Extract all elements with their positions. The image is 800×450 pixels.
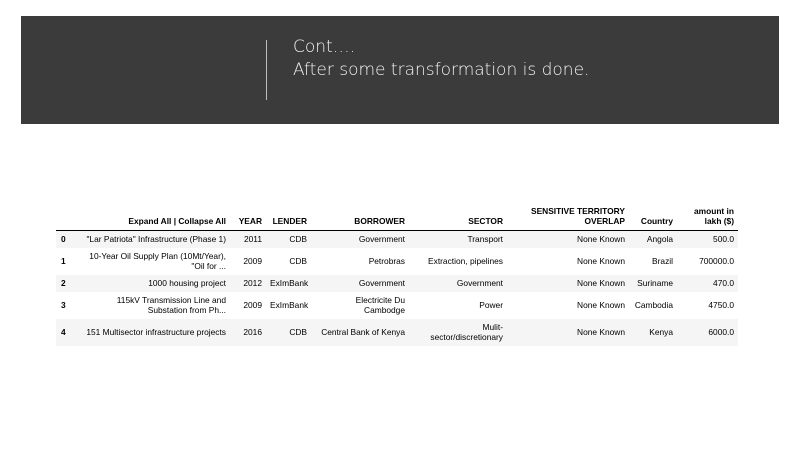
cell-overlap: None Known bbox=[577, 256, 625, 266]
cell-project: 1000 housing project bbox=[148, 278, 226, 288]
cell-year: 2009 bbox=[243, 256, 262, 266]
cell-country: Brazil bbox=[652, 256, 673, 266]
cell-amount: 6000.0 bbox=[708, 327, 734, 337]
cell-borrower: Petrobras bbox=[368, 256, 405, 266]
cell-country: Kenya bbox=[649, 327, 673, 337]
cell-sector: Mulit-sector/discretionary bbox=[430, 322, 503, 342]
column-header-expand-collapse[interactable]: Expand All | Collapse All bbox=[128, 216, 226, 226]
table-row bbox=[56, 248, 738, 275]
column-header-lender: LENDER bbox=[272, 216, 307, 226]
cell-sector: Government bbox=[456, 278, 503, 288]
header-divider bbox=[266, 40, 267, 100]
cell-amount: 700000.0 bbox=[699, 256, 734, 266]
cell-year: 2012 bbox=[243, 278, 262, 288]
dataframe-table bbox=[56, 204, 738, 346]
cell-amount: 470.0 bbox=[713, 278, 734, 288]
cell-project: 151 Multisector infrastructure projects bbox=[86, 327, 226, 337]
column-header-amount: amount in lakh ($) bbox=[693, 206, 734, 226]
cell-lender: ExImBank bbox=[270, 278, 309, 288]
cell-project: 10-Year Oil Supply Plan (10Mt/Year), "Oil for ... bbox=[89, 251, 226, 271]
cell-overlap: None Known bbox=[577, 300, 625, 310]
column-header-sector: SECTOR bbox=[468, 216, 503, 226]
cell-project: "Lar Patriota" Infrastructure (Phase 1) bbox=[86, 234, 226, 245]
cell-country: Cambodia bbox=[634, 300, 673, 310]
table-row bbox=[56, 319, 738, 346]
row-index: 1 bbox=[61, 256, 66, 266]
cell-lender: ExImBank bbox=[270, 300, 309, 310]
cell-lender: CDB bbox=[289, 327, 307, 337]
slide-title-line-2: After some transformation is done. bbox=[293, 60, 590, 80]
slide-title-line-1: Cont…. bbox=[293, 37, 356, 57]
cell-project: 115kV Transmission Line and Substation from Ph... bbox=[116, 295, 226, 315]
cell-lender: CDB bbox=[289, 256, 307, 266]
row-index: 3 bbox=[61, 300, 66, 310]
table-header-row bbox=[56, 204, 738, 231]
cell-amount: 500.0 bbox=[713, 234, 734, 245]
column-header-year: YEAR bbox=[238, 216, 262, 226]
cell-overlap: None Known bbox=[577, 234, 625, 245]
table-row bbox=[56, 231, 738, 248]
cell-borrower: Government bbox=[358, 278, 405, 288]
cell-sector: Extraction, pipelines bbox=[428, 256, 503, 266]
cell-sector: Transport bbox=[467, 234, 503, 245]
column-header-country: Country bbox=[640, 216, 673, 226]
cell-overlap: None Known bbox=[577, 278, 625, 288]
cell-borrower: Government bbox=[358, 234, 405, 245]
cell-overlap: None Known bbox=[577, 327, 625, 337]
cell-amount: 4750.0 bbox=[708, 300, 734, 310]
cell-borrower: Central Bank of Kenya bbox=[321, 327, 405, 337]
slide-header-band bbox=[21, 16, 779, 124]
table-row bbox=[56, 292, 738, 319]
cell-borrower: Electricite Du Cambodge bbox=[355, 295, 405, 315]
cell-lender: CDB bbox=[289, 234, 307, 245]
row-index: 0 bbox=[61, 234, 66, 245]
cell-year: 2016 bbox=[243, 327, 262, 337]
cell-year: 2011 bbox=[243, 234, 262, 245]
column-header-index bbox=[56, 204, 78, 231]
column-header-sensitive-territory-overlap: SENSITIVE TERRITORY OVERLAP bbox=[530, 206, 625, 226]
cell-sector: Power bbox=[479, 300, 503, 310]
cell-year: 2009 bbox=[243, 300, 262, 310]
table-row bbox=[56, 275, 738, 292]
dataframe-table-container bbox=[56, 204, 738, 346]
cell-country: Angola bbox=[646, 234, 673, 245]
column-header-borrower: BORROWER bbox=[354, 216, 405, 226]
row-index: 4 bbox=[61, 327, 66, 337]
cell-country: Suriname bbox=[637, 278, 673, 288]
slide-title bbox=[293, 36, 589, 82]
row-index: 2 bbox=[61, 278, 66, 288]
